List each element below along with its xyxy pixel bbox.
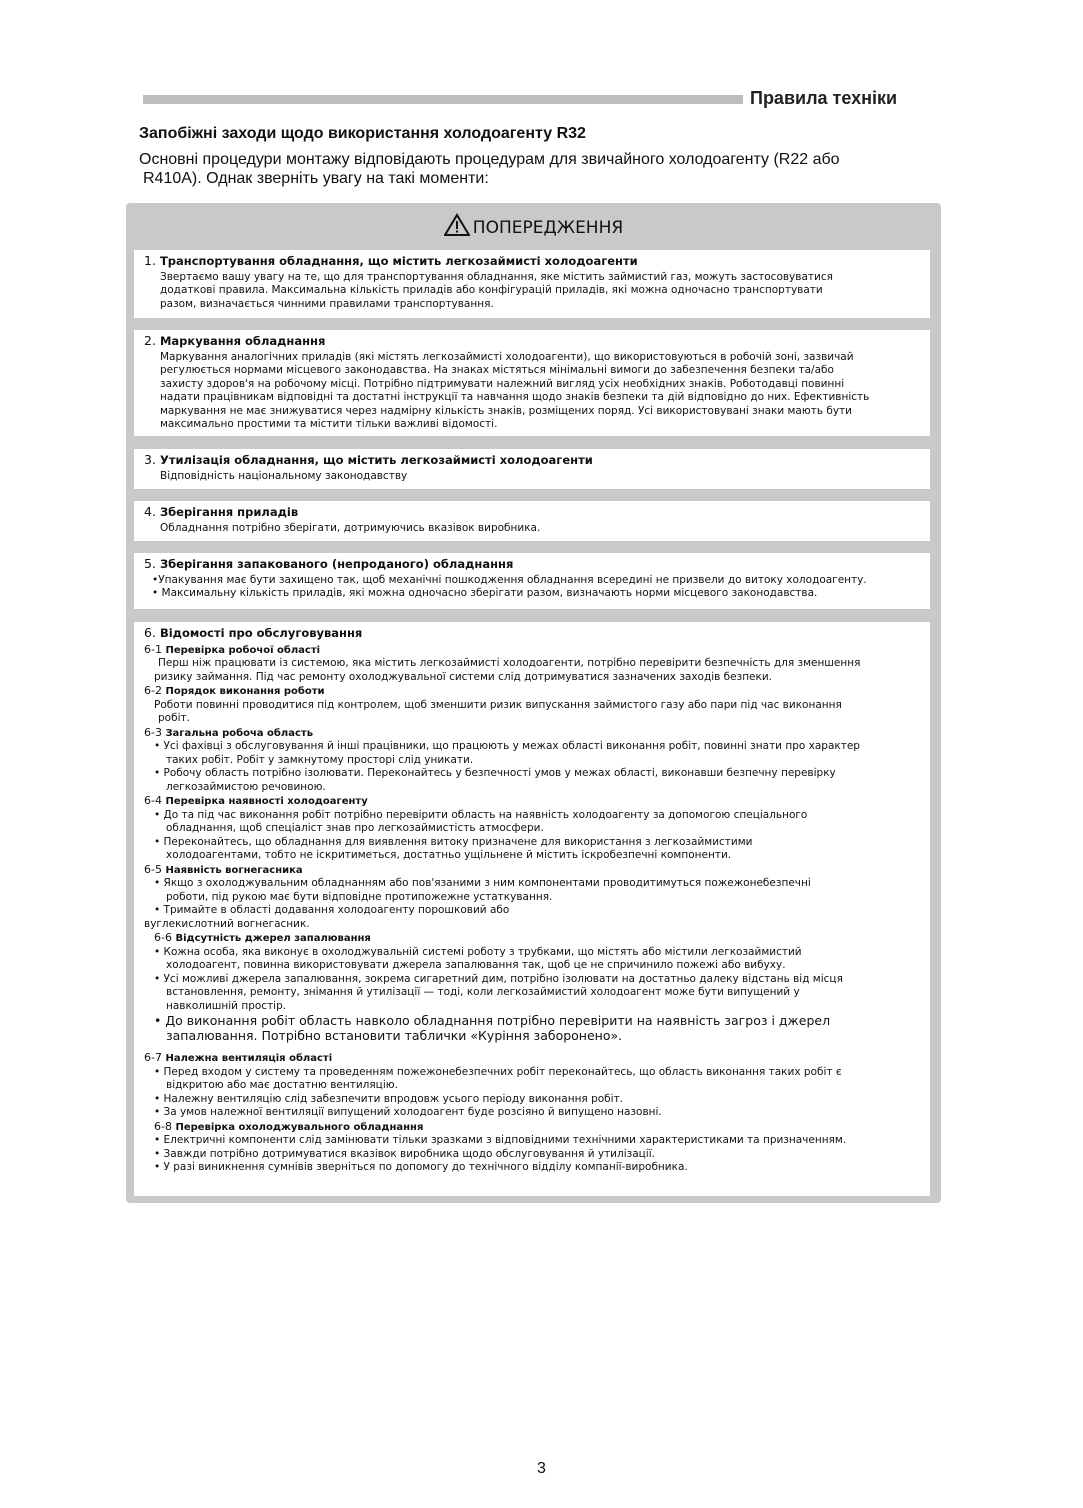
subsection-title: 6-5 Наявність вогнегасника [144,862,303,876]
text-line: разом, визначається чинними правилами транспортування. [160,297,494,310]
bullet-line: • Максимальну кількість приладів, які можна одночасно зберігати разом, визначають норми місцевого законодавства. [152,587,818,599]
text-line: захисту здоров'я на робочому місці. Потрібно підтримувати належний вигляд усіх необхідних знаків. Роботодавці повинні [160,377,845,390]
intro-line: Основні процедури монтажу відповідають процедурам для звичайного холодоагенту (R22 або [139,151,840,168]
intro-line: R410A). Однак зверніть увагу на такі моменти: [143,170,489,187]
text-line: Маркування аналогічних приладів (які містять легкозаймисті холодоагенти), що використовуються в робочій зоні, зазвичай [160,350,854,363]
subsection-title: 6-4 Перевірка наявності холодоагенту [144,794,368,807]
warning-header [126,213,941,242]
section-2 [134,330,930,436]
subsection-title: 6-3 Загальна робоча область [144,725,314,739]
bullet-line: • Належну вентиляцію слід забезпечити впродовж усього періоду виконання робіт. [154,1092,624,1105]
section-6 [134,622,930,1196]
text-line: надати працівникам відповідні та достатні інструкції та навчання щодо знаків безпеки та дій відповідно до них. Ефективність [160,391,870,403]
section-5 [134,553,930,609]
header-rule [143,95,743,104]
bullet-line: • Кожна особа, яка виконує в охолоджувальній системі роботу з трубками, що містять або містили легкозаймистий [154,945,802,958]
text-line: відкритою або має достатню вентиляцію. [166,1079,398,1091]
text-line: запалювання. Потрібно встановити таблички «Куріння заборонено». [166,1028,623,1043]
bullet-line: • Перед входом у систему та проведенням пожежонебезпечних робіт переконайтесь, що область виконання таких робіт є [154,1065,842,1078]
intro-paragraph [139,150,969,188]
text-line: обладнання, щоб спеціаліст знав про легкозаймистість атмосфери. [166,822,544,834]
bullet-line: • Електричні компоненти слід замінювати тільки зразками з відповідними технічними характеристиками та призначенням. [154,1134,847,1146]
bullet-line: • Тримайте в області додавання холодоагенту порошковий або [154,904,510,916]
bullet-line: • До та під час виконання робіт потрібно перевірити область на наявність холодоагенту за допомогою спеціального [154,808,808,821]
subsection-title: 6-1 Перевірка робочої області [144,642,321,656]
text-line: маркування не має знижуватися через надмірну кількість знаків, розміщених поряд. Усі використовувані знаки мають бути [160,404,852,417]
text-line: вуглекислотний вогнегасник. [144,917,310,930]
bullet-line: • У разі виникнення сумнівів зверніться по допомогу до технічного відділу компанії-виробника. [154,1161,688,1173]
text-line: холодоагентами, тобто не іскритиметься, достатньо ущільнене й містить іскробезпечні компоненти. [166,849,732,861]
section-title: 3. Утилізація обладнання, що містить легкозаймисті холодоагенти [144,452,593,467]
text-line: Звертаємо вашу увагу на те, що для транспортування обладнання, яке містить займистий газ, можуть застосовуватися [160,270,833,283]
bullet-line: • Якщо з охолоджувальним обладнанням або пов'язаними з ним компонентами проводитимуться пожежонебезпечні [154,877,811,889]
section-3 [134,449,930,489]
subsection-title: 6-7 Належна вентиляція області [144,1051,333,1064]
section-title: 4. Зберігання приладів [144,504,299,519]
bullet-line: • За умов належної вентиляції випущений холодоагент буде розсіяно й випущено назовні. [154,1106,662,1118]
subsection-title: 6-2 Порядок виконання роботи [144,684,325,697]
text-line: регулюється нормами місцевого законодавства. На знаках містяться мінімальні вимоги до забезпечення безпеки та/або [160,364,834,376]
warning-title: ПОПЕРЕДЖЕННЯ [472,217,624,238]
section-title: 6. Відомості про обслуговування [144,625,363,640]
bullet-line: • Усі фахівці з обслуговування й інші працівники, що працюють у межах області виконання робіт, повинні знати про характер [154,740,860,752]
text-line: додаткові правила. Максимальна кількість приладів або конфігурацій приладів, які можна одночасно транспортувати [160,284,823,296]
section-4 [134,501,930,541]
section-title: Правила техніки [750,88,898,108]
section-title: 2. Маркування обладнання [144,333,326,348]
text-line: Роботи повинні проводитися під контролем, щоб зменшити ризик випускання займистого газу або пари під час виконання [154,698,842,711]
subsection-title: 6-8 Перевірка охолоджувального обладнання [154,1119,424,1133]
text-line: навколишній простір. [166,999,287,1012]
bullet-line: • Завжди потрібно дотримуватися вказівок виробника щодо обслуговування й утилізації. [154,1147,655,1160]
text-line: легкозаймистою речовиною. [166,780,326,793]
bullet-line: • Робочу область потрібно ізолювати. Переконайтесь у безпечності умов у межах області, виконавши безпечну перевірку [154,767,836,779]
document-heading: Запобіжні заходи щодо використання холодоагенту R32 [139,125,586,142]
bullet-line: • Усі можливі джерела запалювання, зокрема сигаретний дим, потрібно ізолювати на достатньо далеку відстань від місця [154,972,843,985]
text-line: холодоагент, повинна використовувати джерела запалювання так, щоб це не спричинило пожежі або вибуху. [166,959,786,971]
text-line: таких робіт. Робіт у замкнутому просторі слід уникати. [166,753,474,766]
text-line: ризику займання. Під час ремонту охолоджувальної системи слід дотримуватися зазначених заходів безпеки. [154,670,773,683]
bullet-line: •Упакування має бути захищено так, щоб механічні пошкодження обладнання всередині не призвели до витоку холодоагенту. [152,573,867,586]
text-line: максимально простими та містити тільки важливі відомості. [160,418,498,430]
page-number: 3 [537,1460,546,1477]
section-1 [134,250,930,318]
text-line: роботи, під рукою має бути відповідне протипожежне устаткування. [166,890,553,903]
section-title: 1. Транспортування обладнання, що містить легкозаймисті холодоагенти [144,253,638,268]
text-line: Обладнання потрібно зберігати, дотримуючись вказівок виробника. [160,521,541,534]
subsection-title: 6-6 Відсутність джерел запалювання [154,931,371,944]
text-line: Відповідність національному законодавству [160,469,408,482]
text-line: робіт. [158,712,190,724]
bullet-line: • Переконайтесь, що обладнання для виявлення витоку призначене для використання з легкозаймистими [154,835,753,848]
section-title: 5. Зберігання запакованого (непроданого) обладнання [144,556,514,571]
text-line: Перш ніж працювати із системою, яка містить легкозаймисті холодоагенти, потрібно перевірити безпечність для зменшення [158,657,861,669]
bullet-line: • До виконання робіт область навколо обладнання потрібно перевірити на наявність загроз і джерел [154,1013,831,1028]
warning-triangle-icon [444,213,473,242]
text-line: встановлення, ремонту, знімання й утилізації — тоді, коли легкозаймистий холодоагент може бути випущений у [166,986,800,998]
